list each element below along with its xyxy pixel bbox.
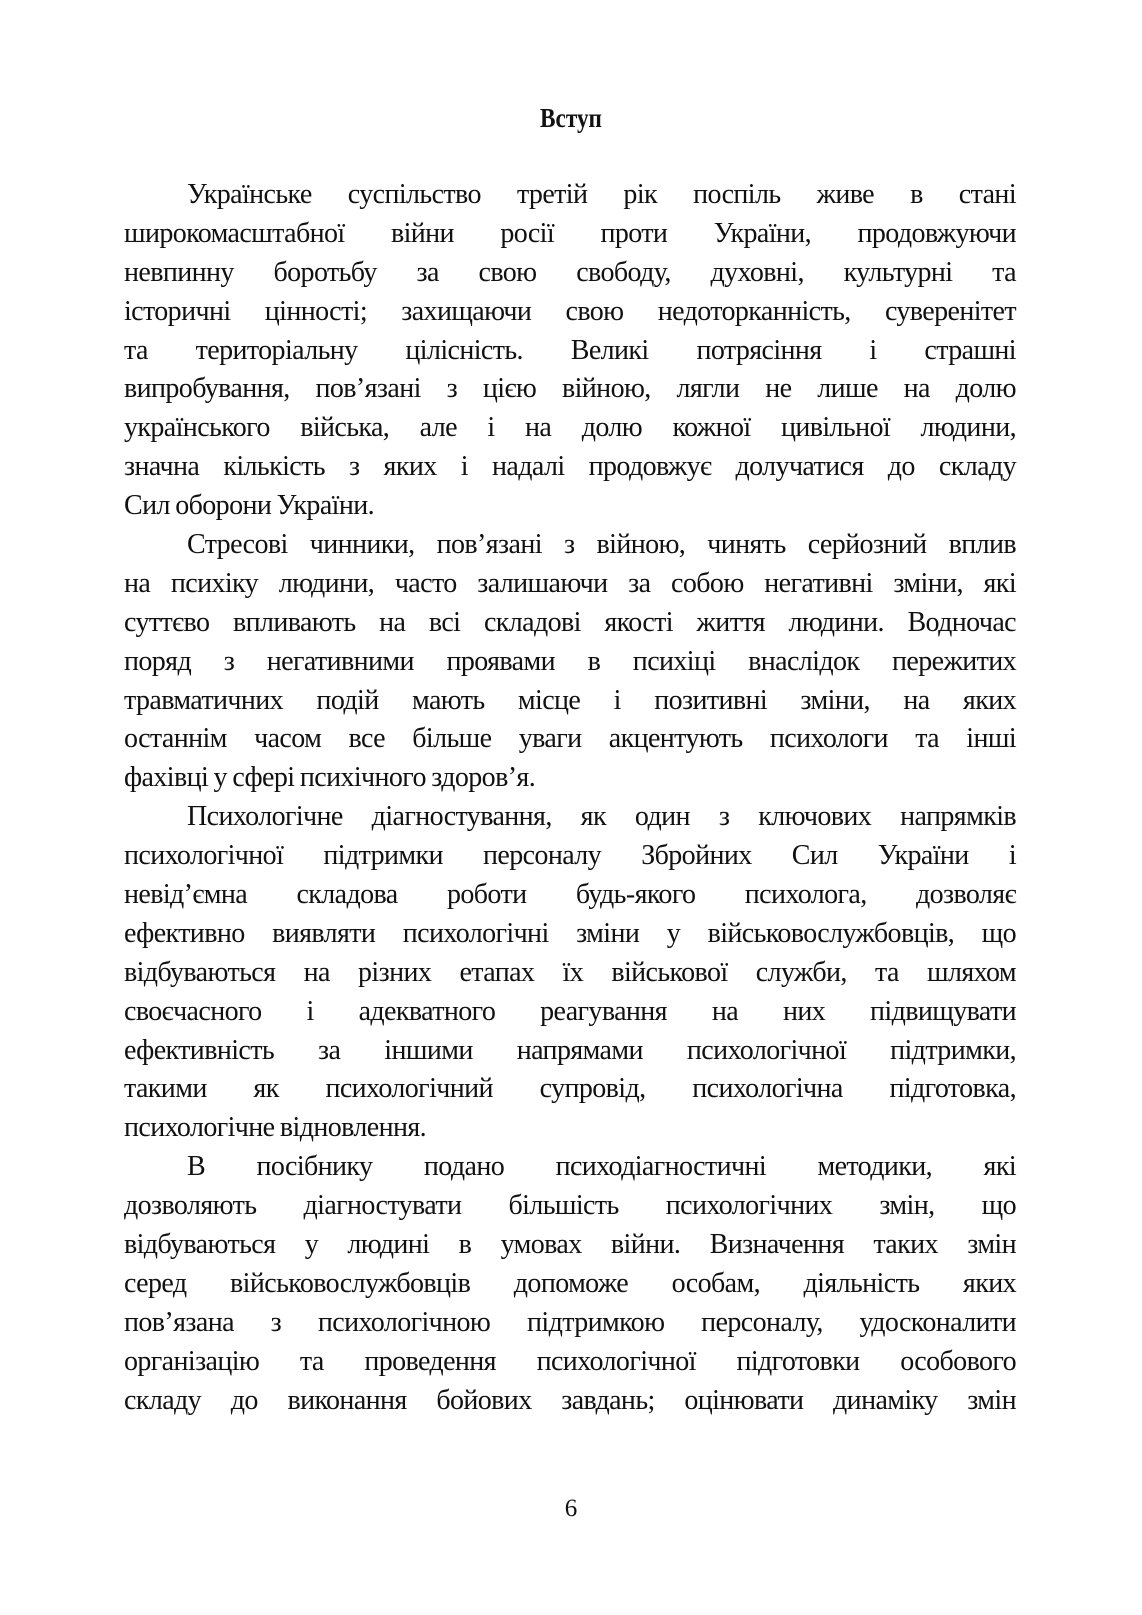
paragraph-line: відбуваються на різних етапах їх військової служби, та шляхом bbox=[124, 956, 1016, 988]
paragraph-line: на психіку людини, часто залишаючи за собою негативні зміни, які bbox=[124, 567, 1016, 599]
paragraph-line: пов’язана з психологічною підтримкою персоналу, удосконалити bbox=[124, 1306, 1016, 1338]
paragraph-line: фахівці у сфері психічного здоров’я. bbox=[124, 762, 536, 794]
paragraph-line: складу до виконання бойових завдань; оцінювати динаміку змін bbox=[124, 1384, 1016, 1416]
paragraph-line: широкомасштабної війни росії проти України, продовжуючи bbox=[124, 217, 1016, 249]
section-heading: Вступ bbox=[540, 103, 602, 133]
paragraph-line: невпинну боротьбу за свою свободу, духовні, культурні та bbox=[124, 256, 1016, 288]
paragraph-line: травматичних подій мають місце і позитивні зміни, на яких bbox=[124, 684, 1016, 716]
paragraph-line: та територіальну цілісність. Великі потрясіння і страшні bbox=[124, 334, 1016, 366]
paragraph-line: серед військовослужбовців допоможе особам, діяльність яких bbox=[124, 1267, 1016, 1299]
paragraph-3 bbox=[124, 798, 1016, 1148]
paragraph-line: Сил оборони України. bbox=[124, 490, 374, 522]
paragraph-line: ефективність за іншими напрямами психологічної підтримки, bbox=[124, 1034, 1016, 1066]
paragraph-1 bbox=[124, 176, 1016, 526]
paragraph-line: випробування, пов’язані з цією війною, лягли не лише на долю bbox=[124, 373, 1016, 405]
paragraph-line: дозволяють діагностувати більшість психологічних змін, що bbox=[124, 1190, 1016, 1222]
paragraph-line: психологічної підтримки персоналу Збройних Сил України і bbox=[124, 840, 1016, 872]
paragraph-line: суттєво впливають на всі складові якості життя людини. Водночас bbox=[124, 606, 1016, 638]
paragraph-4 bbox=[124, 1148, 1016, 1420]
paragraph-line: організацію та проведення психологічної підготовки особового bbox=[124, 1345, 1016, 1377]
paragraph-2 bbox=[124, 526, 1016, 798]
paragraph-line: останнім часом все більше уваги акцентують психологи та інші bbox=[124, 723, 1016, 755]
paragraph-line: ефективно виявляти психологічні зміни у військовослужбовців, що bbox=[124, 917, 1016, 949]
page-number: 6 bbox=[564, 1495, 578, 1522]
paragraph-line: такими як психологічний супровід, психологічна підготовка, bbox=[124, 1073, 1016, 1105]
paragraph-line: історичні цінності; захищаючи свою недоторканність, суверенітет bbox=[124, 295, 1016, 327]
paragraph-line: поряд з негативними проявами в психіці внаслідок пережитих bbox=[124, 645, 1016, 677]
paragraph-line: українського війська, але і на долю кожної цивільної людини, bbox=[124, 412, 1016, 444]
paragraph-line: В посібнику подано психодіагностичні методики, які bbox=[187, 1151, 1016, 1183]
paragraph-line: Українське суспільство третій рік поспіль живе в стані bbox=[187, 179, 1016, 210]
paragraph-line: Психологічне діагностування, як один з ключових напрямків bbox=[187, 801, 1016, 833]
document-body bbox=[124, 176, 1016, 1421]
paragraph-line: відбуваються у людині в умовах війни. Визначення таких змін bbox=[124, 1229, 1016, 1261]
paragraph-line: психологічне відновлення. bbox=[124, 1112, 427, 1144]
paragraph-line: значна кількість з яких і надалі продовжує долучатися до складу bbox=[124, 451, 1016, 483]
paragraph-line: невід’ємна складова роботи будь-якого психолога, дозволяє bbox=[124, 879, 1016, 911]
paragraph-line: Стресові чинники, пов’язані з війною, чинять серйозний вплив bbox=[187, 529, 1016, 561]
paragraph-line: своєчасного і адекватного реагування на них підвищувати bbox=[124, 995, 1016, 1027]
